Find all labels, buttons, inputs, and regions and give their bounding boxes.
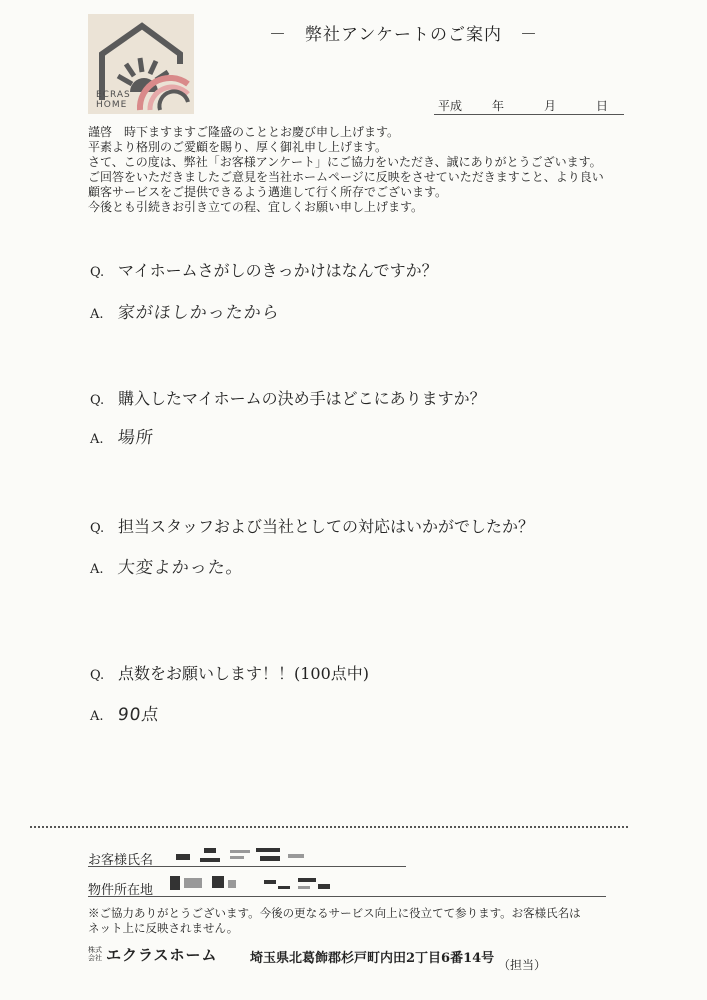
privacy-note: ※ご協力ありがとうございます。今後の更なるサービス向上に役立てて参ります。お客様氏名は ネット上に反映されません。 — [88, 906, 581, 935]
staff-label: （担当） — [498, 958, 547, 972]
logo-text-line1: ECRAS — [96, 90, 131, 100]
property-location-line — [88, 896, 606, 897]
company-prefix: 株式会社 — [88, 946, 102, 962]
handwritten-answer: 大変よかった。 — [116, 558, 245, 578]
date-era: 平成 — [438, 99, 463, 113]
date-month: 月 — [544, 99, 557, 113]
intro-line: 平素より格別のご愛顧を賜り、厚く御礼申し上げます。 — [88, 140, 388, 154]
handwritten-answer: 場所 — [116, 428, 155, 448]
intro-line: さて、この度は、弊社「お客様アンケート」にご協力をいただき、誠にありがとうございます。 — [88, 155, 602, 169]
date-field[interactable] — [434, 96, 624, 115]
customer-name-field[interactable] — [168, 846, 358, 864]
handwritten-answer: 家がほしかったから — [116, 303, 281, 323]
page-title: － 弊社アンケートのご案内 － — [269, 25, 538, 45]
divider — [30, 826, 628, 828]
intro-line: 謹啓 時下ますますご隆盛のこととお慶び申し上げます。 — [88, 125, 400, 139]
question-1: Q. マイホームさがしのきっかけはなんですか？ — [90, 261, 438, 280]
intro-line: ご回答をいただきましたご意見を当社ホームページに反映をさせていただきますこと、より良い — [88, 170, 604, 184]
customer-name-label: お客様氏名 — [88, 853, 154, 868]
question-2: Q. 購入したマイホームの決め手はどこにありますか？ — [90, 389, 486, 408]
date-day: 日 — [596, 99, 609, 113]
handwritten-answer: 90点 — [116, 705, 161, 725]
customer-name-line — [88, 866, 406, 867]
answer-2[interactable]: A. 場所 — [90, 423, 154, 448]
company-address: 埼玉県北葛飾郡杉戸町内田2丁目6番14号 — [250, 951, 495, 966]
intro-text — [88, 125, 688, 215]
intro-line: 今後とも引続きお引き立ての程、宜しくお願い申し上げます。 — [88, 200, 424, 214]
answer-1[interactable]: A. 家がほしかったから — [90, 298, 280, 323]
intro-line: 顧客サービスをご提供できるよう邁進して行く所存でございます。 — [88, 185, 448, 199]
logo-text-line2: HOME — [96, 100, 128, 110]
question-4: Q. 点数をお願いします！！(100点中) — [90, 664, 370, 683]
company-name: エクラスホーム — [106, 946, 218, 964]
property-location-label: 物件所在地 — [88, 883, 154, 898]
property-location-field[interactable] — [168, 874, 368, 894]
question-3: Q. 担当スタッフおよび当社としての対応はいかがでしたか？ — [90, 517, 535, 536]
answer-3[interactable]: A. 大変よかった。 — [90, 553, 244, 578]
date-year: 年 — [492, 99, 505, 113]
answer-4[interactable]: A. 90点 — [90, 700, 160, 725]
